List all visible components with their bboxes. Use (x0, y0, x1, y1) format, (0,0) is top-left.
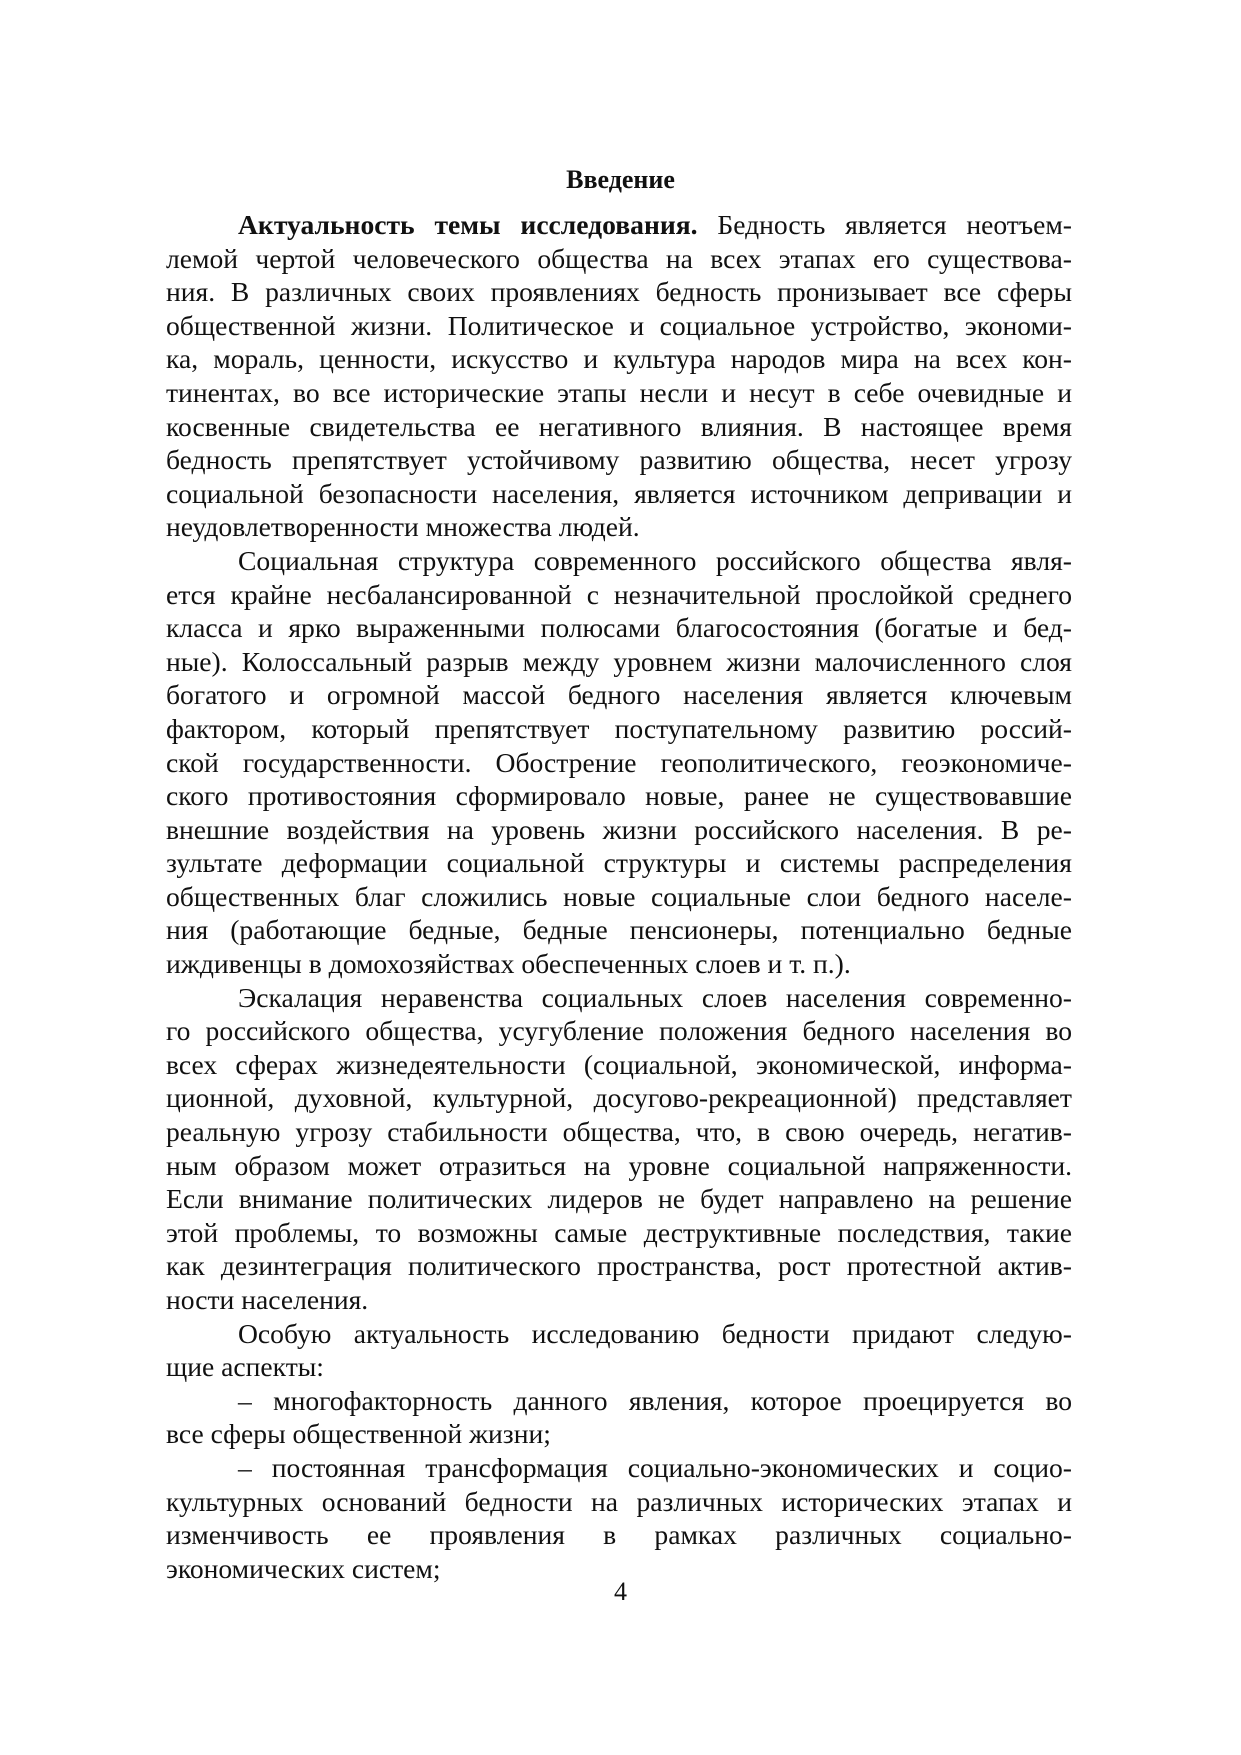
page-number: 4 (614, 1577, 627, 1606)
text-line: ского противостояния сформировало новые, ранее не существовавшие (166, 780, 1072, 812)
text-line: Социальная структура современного российского общества явля- (238, 544, 1072, 576)
text-line: фактором, который препятствует поступательному развитию россий- (166, 712, 1072, 744)
body-text (166, 208, 1072, 1585)
text-line: Актуальность темы исследования. Бедность является неотъем- (238, 209, 1072, 240)
text-line: ния. В различных своих проявлениях бедность пронизывает все сферы (166, 276, 1072, 308)
text-line: щие аспекты: (166, 1351, 324, 1383)
text-line: зультате деформации социальной структуры и системы распределения (166, 847, 1072, 879)
text-line: неудовлетворенности множества людей. (166, 511, 640, 543)
section-heading: Введение (566, 165, 675, 194)
lead-phrase: Актуальность темы исследования. (238, 209, 698, 240)
text-line: ности населения. (166, 1284, 369, 1315)
text-line: ные). Колоссальный разрыв между уровнем жизни малочисленного слоя (166, 645, 1072, 677)
text-line: ка, мораль, ценности, искусство и культура народов мира на всех кон- (166, 343, 1072, 375)
text-line: ется крайне несбалансированной с незначительной прослойкой среднего (166, 578, 1072, 610)
text-line: лемой чертой человеческого общества на всех этапах его существова- (166, 242, 1072, 274)
text-line: Эскалация неравенства социальных слоев населения современно- (238, 981, 1072, 1013)
text-line: ния (работающие бедные, бедные пенсионеры, потенциально бедные (166, 914, 1072, 946)
text-line: культурных оснований бедности на различных исторических этапах и (166, 1485, 1072, 1517)
text-line: этой проблемы, то возможны самые деструктивные последствия, такие (166, 1216, 1072, 1248)
text-line: внешние воздействия на уровень жизни российского населения. В ре- (166, 813, 1072, 845)
text-line: всех сферах жизнедеятельности (социальной, экономической, информа- (166, 1048, 1072, 1080)
paragraph-relevance (166, 208, 1072, 544)
text-line: социальной безопасности населения, является источником депривации и (166, 477, 1072, 509)
text-line: все сферы общественной жизни; (166, 1418, 551, 1450)
text-line: ционной, духовной, культурной, досугово-рекреационной) представляет (166, 1082, 1072, 1114)
text-line: косвенные свидетельства ее негативного влияния. В настоящее время (166, 410, 1072, 442)
text-line: общественной жизни. Политическое и социальное устройство, экономи- (166, 309, 1072, 341)
text-line: иждивенцы в домохозяйствах обеспеченных слоев и т. п.). (166, 948, 851, 980)
text-line: общественных благ сложились новые социальные слои бедного населе- (166, 880, 1072, 912)
paragraph-social-structure (166, 544, 1072, 981)
text-line: Особую актуальность исследованию бедности придают следую- (238, 1317, 1072, 1349)
text-line: реальную угрозу стабильности общества, что, в свою очередь, негатив- (166, 1116, 1072, 1148)
text-line: класса и ярко выраженными полюсами благосостояния (богатые и бед- (166, 612, 1072, 644)
text-line: бедность препятствует устойчивому развитию общества, несет угрозу (166, 444, 1072, 476)
text-line: экономических систем; (166, 1552, 441, 1584)
text-line: ным образом может отразиться на уровне социальной напряженности. (166, 1149, 1072, 1181)
text-line: го российского общества, усугубление положения бедного населения во (166, 1015, 1072, 1047)
list-item-multifactor (166, 1384, 1072, 1451)
text-line: как дезинтеграция политического пространства, рост протестной актив- (166, 1250, 1072, 1282)
text-line: – постоянная трансформация социально-экономических и социо- (238, 1451, 1072, 1483)
text-line: – многофакторность данного явления, которое проецируется во (238, 1384, 1072, 1416)
text-line: богатого и огромной массой бедного населения является ключевым (166, 679, 1072, 711)
text-line: Если внимание политических лидеров не будет направлено на решение (166, 1183, 1072, 1215)
text-line: ской государственности. Обострение геополитического, геоэкономиче- (166, 746, 1072, 778)
paragraph-inequality (166, 981, 1072, 1317)
text-line: изменчивость ее проявления в рамках различных социально- (166, 1519, 1072, 1551)
text-line: тинентах, во все исторические этапы несли и несут в себе очевидные и (166, 376, 1072, 408)
paragraph-aspects-intro (166, 1317, 1072, 1384)
list-item-transformation (166, 1451, 1072, 1585)
